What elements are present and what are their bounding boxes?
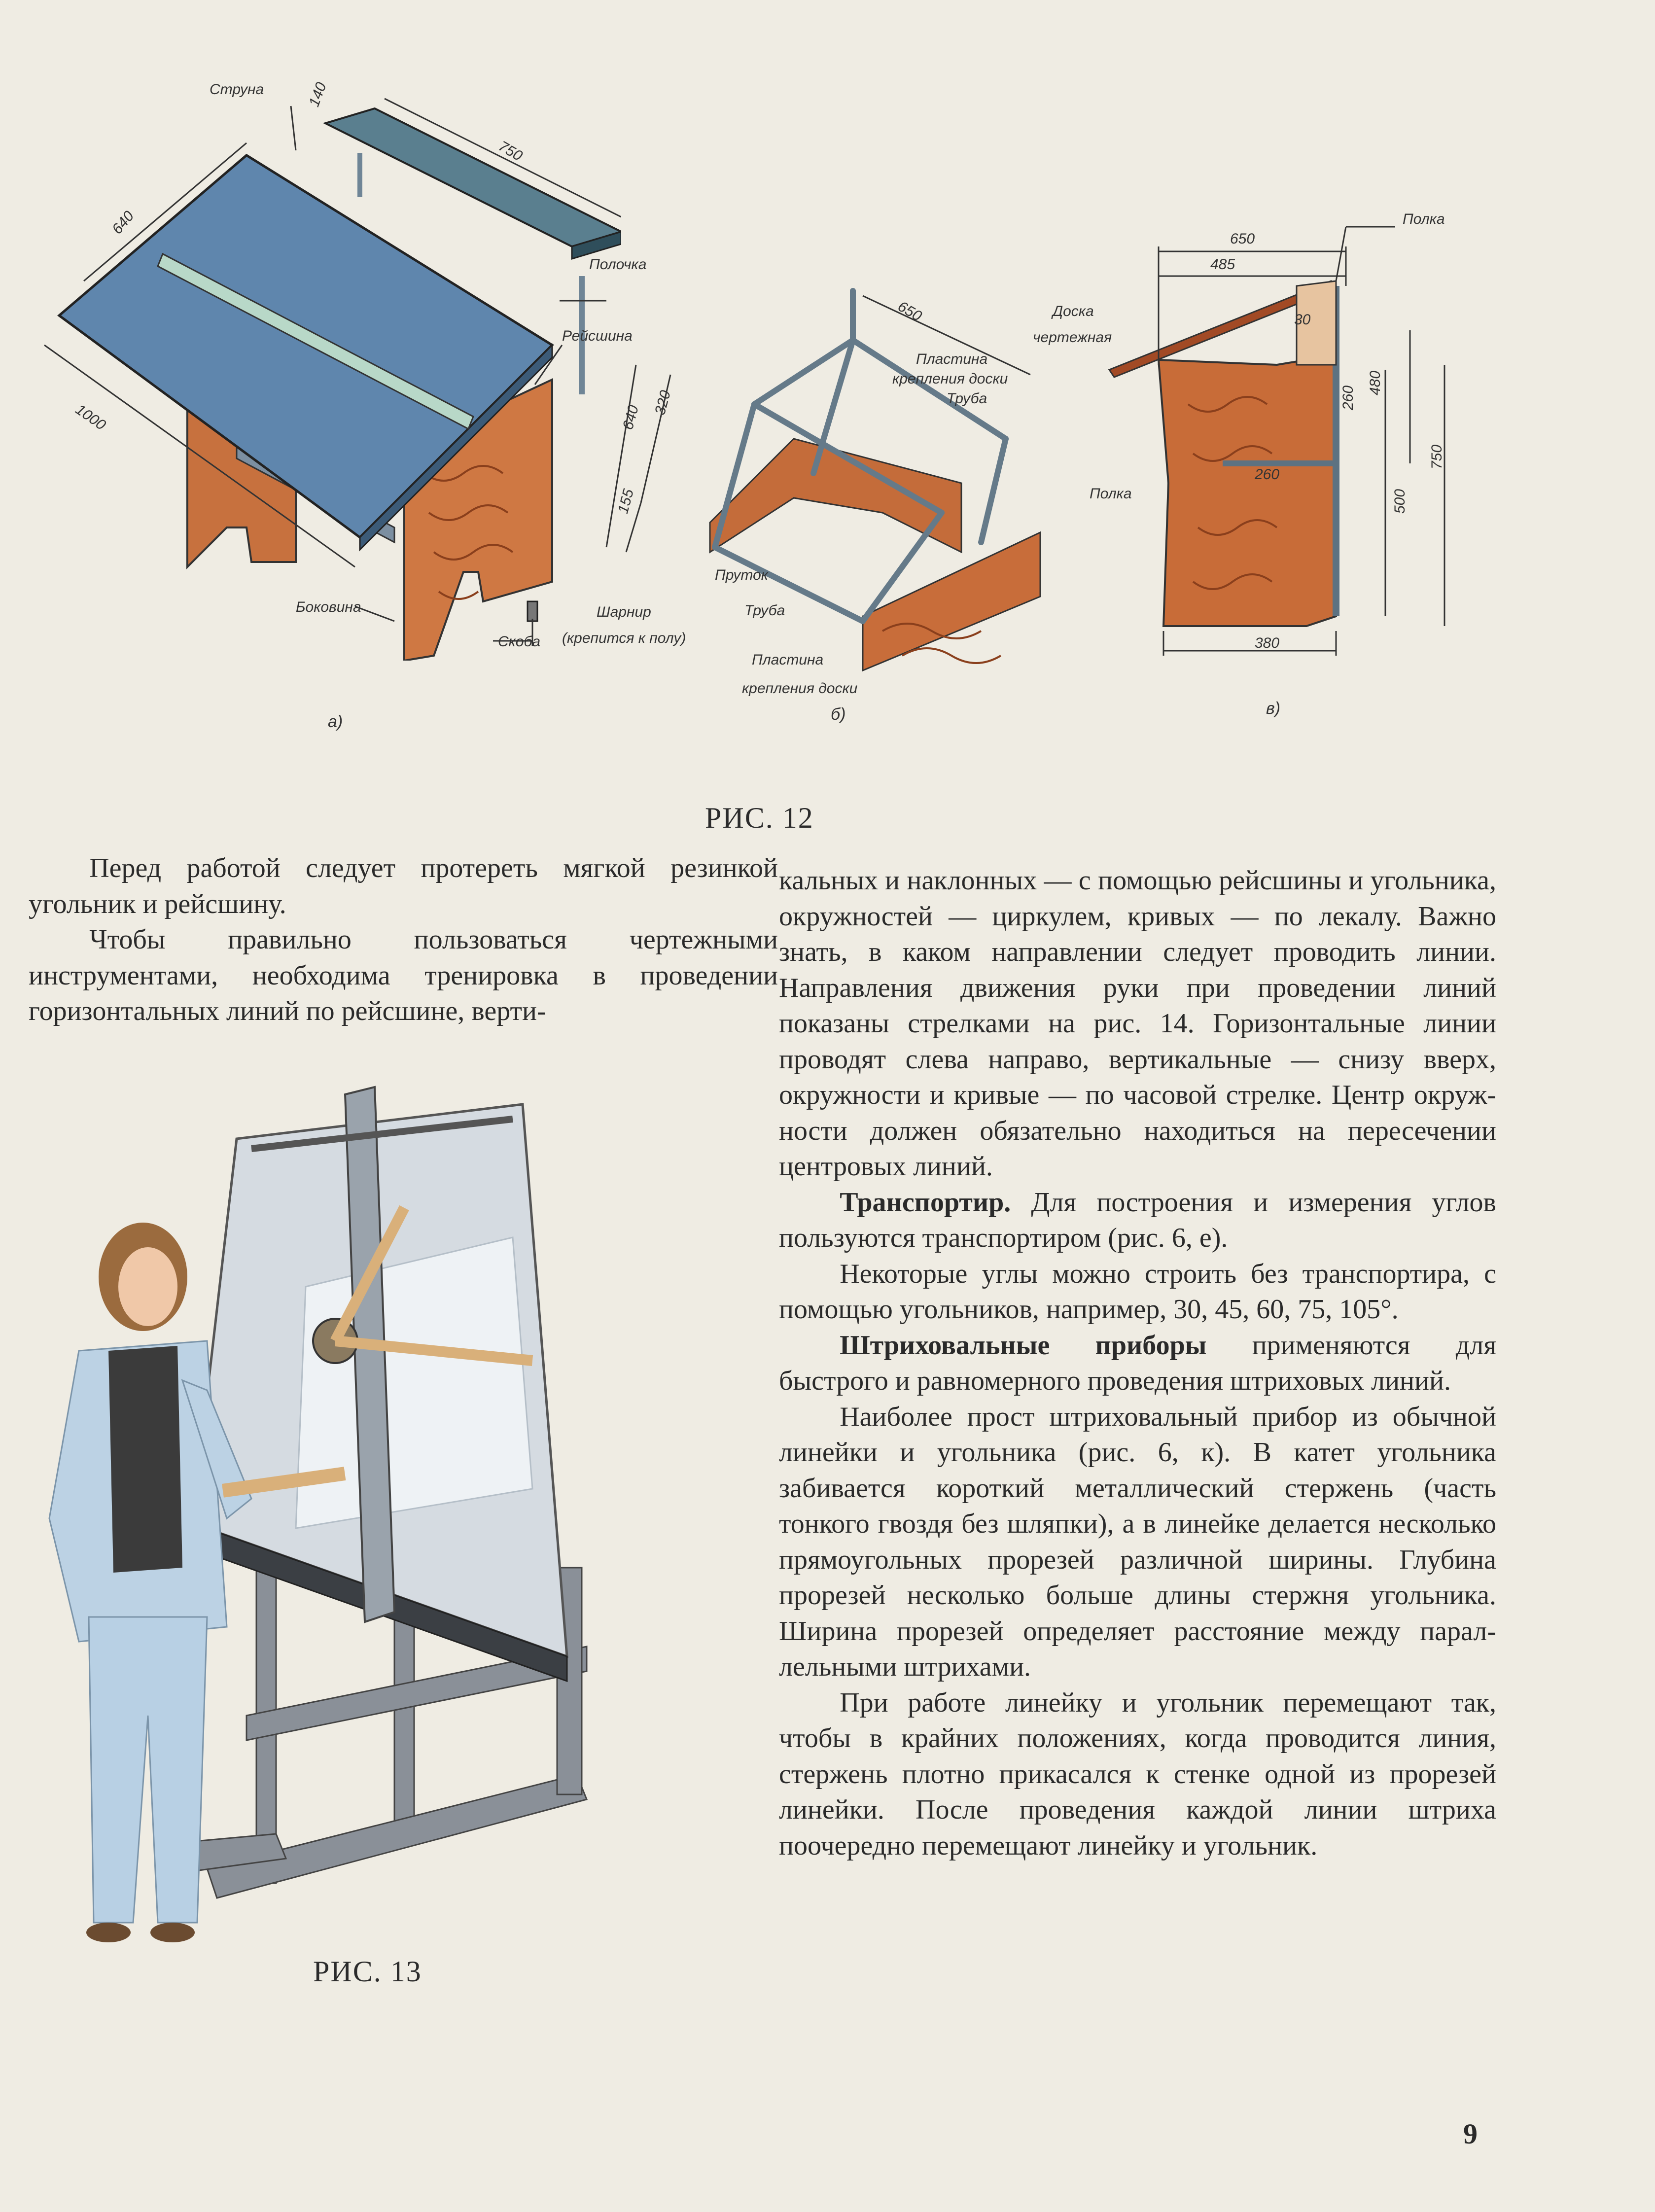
dim-155-b: 155 <box>615 487 637 516</box>
protractor-body: Для построения и измерения углов пользуются транспортиром (рис. 6, е). <box>779 1187 1496 1253</box>
label-plate-bottom-2: крепления доски <box>742 680 858 697</box>
left-paragraph-2: Чтобы правильно пользоваться чертежными инструментами, необходима тренировка в проведении горизонтальных линий по рейсшине, верти- <box>29 924 778 1026</box>
right-paragraph-1: кальных и наклонных — с помощью рейсшины и угольника, окружностей — циркулем, кривых — по лекалу. Важно знать, в каком направлении следует проводить линии. Направления движения руки при проведении линий показаны стрелками на рис. 14. Горизонтальные линии проводят слева направо, вертикальные — снизу вверх, окружности и кривые — по часовой стрелке. Центр окружности должен обязательно находиться на пересечении центровых линий. <box>779 865 1496 1182</box>
label-pipe-top: Труба <box>947 390 987 407</box>
dim-750-a: 750 <box>495 138 526 165</box>
label-shelf-top-c: Полка <box>1403 211 1445 227</box>
dim-260h-c: 260 <box>1255 466 1280 483</box>
label-string: Струна <box>210 81 264 98</box>
fig12a-illustration <box>39 69 621 661</box>
label-rod: Пруток <box>715 567 768 583</box>
dim-480-c: 480 <box>1367 370 1384 396</box>
label-board-2: чертежная <box>1033 329 1112 346</box>
fig13-illustration <box>20 1075 592 1967</box>
label-t-square: Рейсшина <box>562 328 633 344</box>
label-plate-top-2: крепления доски <box>892 371 1008 387</box>
dim-650-c: 650 <box>1230 231 1255 247</box>
label-shelf-a: Полочка <box>589 256 647 273</box>
fig13-caption: РИС. 13 <box>313 1955 422 1988</box>
side-wall-front <box>863 532 1040 670</box>
fig12c-illustration <box>1099 207 1494 661</box>
shelf <box>325 108 621 246</box>
dim-650-b: 650 <box>895 298 925 325</box>
heading-protractor: Транспортир. <box>840 1187 1011 1218</box>
fig12a-letter: а) <box>328 712 343 731</box>
label-plate-bottom-1: Пластина <box>752 652 824 668</box>
label-plate-top-1: Пластина <box>916 351 988 367</box>
dim-30-c: 30 <box>1294 312 1311 328</box>
dim-1000-a: 1000 <box>72 401 109 434</box>
dim-500-c: 500 <box>1392 489 1409 514</box>
left-paragraph-1: Перед работой следует протереть мягкой резинкой угольник и рейсшину. <box>29 853 778 919</box>
dim-640-a: 640 <box>108 208 138 238</box>
fig12b-letter: б) <box>831 705 846 724</box>
label-floor-note: (крепится к полу) <box>562 630 686 646</box>
right-column-text <box>779 863 1496 1863</box>
right-paragraph-5: Наиболее прост штриховальный прибор из обычной линейки и угольника (рис. 6, к). В катет угольника забивается короткий металлический стержень (часть тонкого гвоздя без шляпки), а в линейке делается несколько прямоугольных прорезей различной ширины. Глубина прорезей несколько больше длины стержня угольника. Ширина прорезей определяет расстояние между параллельными штрихами. <box>779 1401 1496 1682</box>
label-pipe-bottom: Труба <box>744 602 785 619</box>
right-paragraph-2 <box>779 1185 1496 1256</box>
dim-750-c: 750 <box>1429 444 1445 470</box>
heading-hatching-devices: Штриховальные приборы <box>840 1330 1207 1361</box>
dim-320-b: 320 <box>652 388 674 417</box>
fig12b-illustration <box>587 276 1070 680</box>
dim-380-c: 380 <box>1255 635 1280 651</box>
label-side: Боковина <box>296 599 361 615</box>
right-paragraph-3: Некоторые углы можно строить без транспортира, с помощью угольников, например, 30, 45, 60, 75, 105°. <box>779 1258 1496 1325</box>
left-column-text <box>29 850 778 1029</box>
cabinet-side <box>1159 355 1336 626</box>
fig12c-letter: в) <box>1266 699 1281 718</box>
dim-640-b: 640 <box>620 403 642 432</box>
page-number: 9 <box>1463 2118 1478 2150</box>
dim-140-a: 140 <box>306 80 330 109</box>
label-bracket: Скоба <box>498 633 541 650</box>
label-hinge: Шарнир <box>597 604 651 620</box>
hatching-body: применяются для быстрого и равномерного проведения штриховых линий. <box>779 1330 1496 1396</box>
right-paragraph-4 <box>779 1328 1496 1399</box>
right-paragraph-6: При работе линейку и угольник перемещают так, чтобы в крайних положениях, когда проводится линия, стержень плотно прикасался к стенке одной из прорезей линейки. После проведения каждой линии штриха поочередно перемещают линейку и угольник. <box>779 1687 1496 1861</box>
label-shelf-mid-c: Полка <box>1090 486 1132 502</box>
dim-260-c: 260 <box>1340 385 1357 411</box>
dim-485-c: 485 <box>1210 256 1235 273</box>
fig12-caption: РИС. 12 <box>705 802 814 834</box>
label-board-1: Доска <box>1053 303 1094 319</box>
